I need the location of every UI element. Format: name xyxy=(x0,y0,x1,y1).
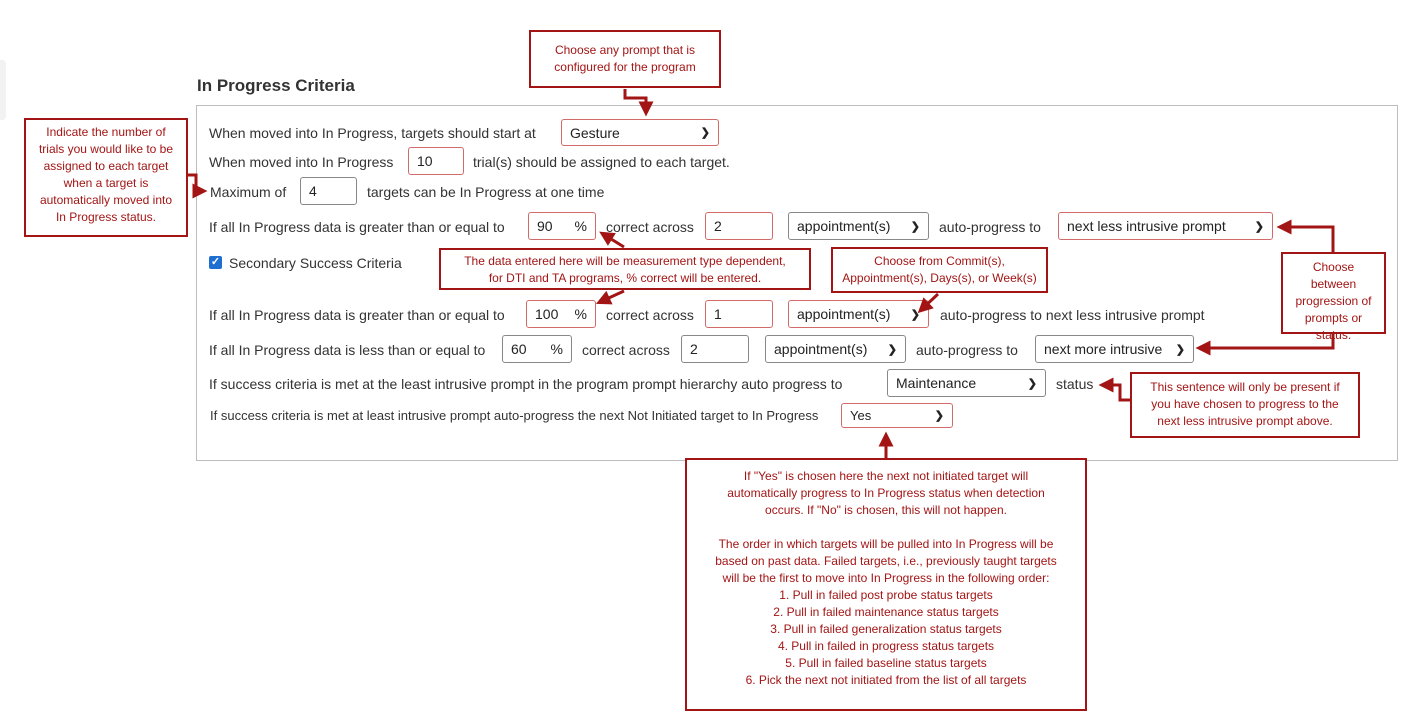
primary-unit-value: appointment(s) xyxy=(797,218,891,234)
next-target-label: If success criteria is met at least intrusive prompt auto-progress the next Not Initiated target to In Progress xyxy=(210,408,819,423)
start-label: When moved into In Progress, targets should start at xyxy=(209,125,536,141)
primary-count-value: 2 xyxy=(714,218,722,234)
less-across: correct across xyxy=(582,342,670,358)
percent-sign: % xyxy=(550,341,563,357)
left-edge-shadow xyxy=(0,60,6,120)
less-count-value: 2 xyxy=(690,341,698,357)
trials-suffix: trial(s) should be assigned to each target. xyxy=(473,154,730,170)
primary-count-input[interactable] xyxy=(705,212,773,240)
primary-percent-value: 90 xyxy=(537,218,553,234)
max-prefix: Maximum of xyxy=(210,184,287,200)
chevron-down-icon: ❯ xyxy=(700,127,710,139)
chevron-down-icon: ❯ xyxy=(910,308,920,321)
less-auto: auto-progress to xyxy=(916,342,1018,358)
primary-target-value: next less intrusive prompt xyxy=(1067,218,1226,234)
trials-label: When moved into In Progress xyxy=(209,154,394,170)
primary-target-select[interactable] xyxy=(1058,212,1273,240)
max-targets-value: 4 xyxy=(309,183,317,199)
section-title: In Progress Criteria xyxy=(197,76,355,95)
primary-unit-select[interactable] xyxy=(788,212,929,240)
chevron-down-icon: ❯ xyxy=(1175,343,1185,356)
secondary-count-input[interactable] xyxy=(705,300,773,328)
callout-prompt: Choose any prompt that is configured for the program xyxy=(529,30,721,88)
secondary-label: If all In Progress data is greater than or equal to xyxy=(209,307,505,323)
hierarchy-label: If success criteria is met at the least intrusive prompt in the program prompt hierarchy auto progress to xyxy=(209,376,843,392)
max-targets-input[interactable] xyxy=(300,177,357,205)
callout-progression: Choose between progression of prompts or status. xyxy=(1281,252,1386,334)
callout-sentence: This sentence will only be present if you have chosen to progress to the next less intrusive prompt above. xyxy=(1130,372,1360,438)
start-prompt-value: Gesture xyxy=(570,124,620,141)
next-target-select[interactable] xyxy=(841,403,953,428)
less-label: If all In Progress data is less than or equal to xyxy=(209,342,486,358)
less-unit-value: appointment(s) xyxy=(774,341,868,357)
chevron-down-icon: ❯ xyxy=(1254,220,1264,233)
primary-across: correct across xyxy=(606,219,694,235)
hierarchy-status-value: Maintenance xyxy=(896,375,977,391)
percent-sign: % xyxy=(574,218,587,234)
secondary-criteria-label: Secondary Success Criteria xyxy=(229,255,402,271)
callout-yes-info: If "Yes" is chosen here the next not initiated target will automatically progress to In Progress status when detection occurs. If "No" is chosen, this will not happen. The order in which targets will be pulled into In Progress will be based on past data. Failed targets, i.e., previously taught targets will be the first to move into In Progress in the following order: 1. Pull in failed post probe status targets 2. Pull in failed maintenance status targets 3. Pull in failed generalization status targets 4. Pull in failed in progress status targets 5. Pull in failed baseline status targets 6. Pick the next not initiated from the list of all targets xyxy=(685,458,1087,711)
trials-value: 10 xyxy=(417,153,433,169)
secondary-percent-value: 100 xyxy=(535,306,559,322)
less-target-value: next more intrusive xyxy=(1044,341,1163,357)
primary-percent-input[interactable] xyxy=(528,212,596,240)
primary-label: If all In Progress data is greater than or equal to xyxy=(209,219,505,235)
less-target-select[interactable] xyxy=(1035,335,1194,363)
chevron-down-icon: ❯ xyxy=(1027,377,1037,390)
secondary-auto: auto-progress to next less intrusive prompt xyxy=(940,307,1205,323)
secondary-criteria-checkbox[interactable]: ✓ xyxy=(210,256,221,268)
less-percent-input[interactable] xyxy=(502,335,572,363)
max-suffix: targets can be In Progress at one time xyxy=(367,184,605,200)
less-percent-value: 60 xyxy=(511,341,527,357)
hierarchy-suffix: status xyxy=(1056,376,1094,392)
chevron-down-icon: ❯ xyxy=(910,220,920,233)
chevron-down-icon: ❯ xyxy=(934,410,944,422)
secondary-unit-value: appointment(s) xyxy=(797,306,891,322)
secondary-across: correct across xyxy=(606,307,694,323)
callout-trials: Indicate the number of trials you would like to be assigned to each target when a target is automatically moved into In Progress status. xyxy=(24,118,188,237)
secondary-count-value: 1 xyxy=(714,306,722,322)
chevron-down-icon: ❯ xyxy=(887,343,897,356)
percent-sign: % xyxy=(574,306,587,322)
less-unit-select[interactable] xyxy=(765,335,906,363)
secondary-percent-input[interactable] xyxy=(526,300,596,328)
start-prompt-select[interactable] xyxy=(561,119,719,146)
next-target-value: Yes xyxy=(850,408,872,423)
trials-input[interactable] xyxy=(408,147,464,175)
callout-measurement: The data entered here will be measurement type dependent, for DTI and TA programs, % correct will be entered. xyxy=(439,248,811,290)
secondary-unit-select[interactable] xyxy=(788,300,929,328)
hierarchy-status-select[interactable] xyxy=(887,369,1046,397)
callout-units: Choose from Commit(s), Appointment(s), Days(s), or Week(s) xyxy=(831,247,1048,293)
less-count-input[interactable] xyxy=(681,335,749,363)
primary-auto: auto-progress to xyxy=(939,219,1041,235)
